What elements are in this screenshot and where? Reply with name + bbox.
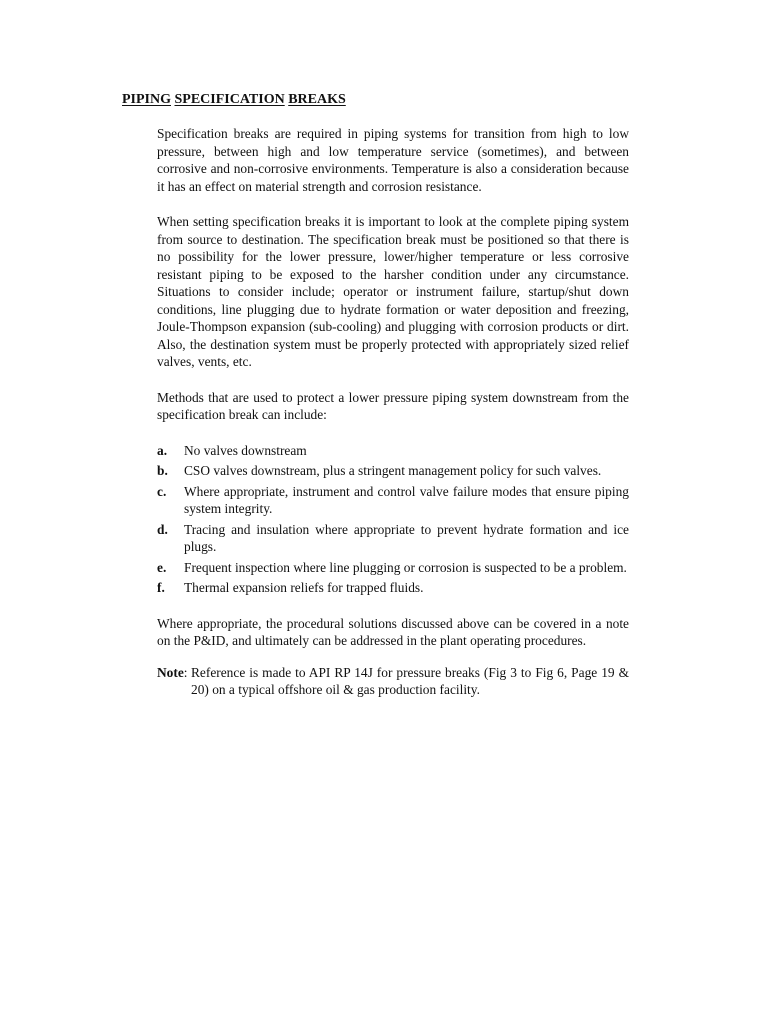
list-marker: e. (157, 559, 167, 575)
note-label-colon: : (183, 664, 188, 680)
list-marker: b. (157, 463, 168, 478)
note-block (157, 664, 629, 699)
list-item (157, 579, 629, 597)
list-item-text: Tracing and insulation where appropriate to prevent hydrate formation and ice plugs. (184, 521, 629, 554)
list-marker: d. (157, 521, 168, 537)
note-label-text: Note (157, 664, 184, 680)
note-label (157, 664, 191, 699)
title-word-breaks: BREAKS (288, 92, 346, 107)
list-marker: f. (157, 580, 165, 595)
document-body (157, 125, 629, 699)
list-item (157, 462, 629, 480)
list-item (157, 442, 629, 460)
list-item-text: Where appropriate, instrument and control valve failure modes that ensure piping system integrity. (184, 483, 629, 516)
intro-paragraph: Specification breaks are required in piping systems for transition from high to low pressure, between high and low temperature service (sometimes), and between corrosive and non-corrosive environments. Temperature is also a consideration because it has an effect on material strength and corrosion resistance. (157, 126, 629, 194)
list-marker: c. (157, 483, 167, 499)
list-item (157, 559, 629, 577)
list-item-text: Frequent inspection where line plugging or corrosion is suspected to be a problem. (184, 559, 627, 575)
closing-paragraph: Where appropriate, the procedural solutions discussed above can be covered in a note on the P&ID, and ultimately can be addressed in the plant operating procedures. (157, 615, 629, 648)
list-marker: a. (157, 442, 168, 458)
note-text: Reference is made to API RP 14J for pressure breaks (Fig 3 to Fig 6, Page 19 & 20) on a typical offshore oil & gas production facility. (191, 664, 629, 697)
setting-breaks-paragraph: When setting specification breaks it is important to look at the complete piping system from source to destination. The specification break must be positioned so that there is no possibility for the lower pressure, lower/higher temperature or less corrosive resistant piping to be exposed to the harsher condition under any circumstance. Situations to consider include; operator or instrument failure, startup/shut down conditions, line plugging due to hydrate formation or water deposition and freezing, Joule-Thompson expansion (sub-cooling) and plugging with corrosion products or dirt. Also, the destination system must be properly protected with appropriately sized relief valves, vents, etc. (157, 214, 629, 369)
document-title (122, 91, 346, 109)
list-item-text: No valves downstream (184, 442, 307, 458)
list-item-text: Thermal expansion reliefs for trapped fluids. (184, 580, 424, 595)
title-word-piping: PIPING (122, 92, 171, 107)
list-item (157, 483, 629, 518)
list-item (157, 521, 629, 556)
list-item-text: CSO valves downstream, plus a stringent management policy for such valves. (184, 463, 602, 478)
methods-intro-paragraph: Methods that are used to protect a lower pressure piping system downstream from the specification break can include: (157, 389, 629, 422)
methods-list (157, 442, 629, 597)
title-word-specification: SPECIFICATION (174, 92, 285, 107)
